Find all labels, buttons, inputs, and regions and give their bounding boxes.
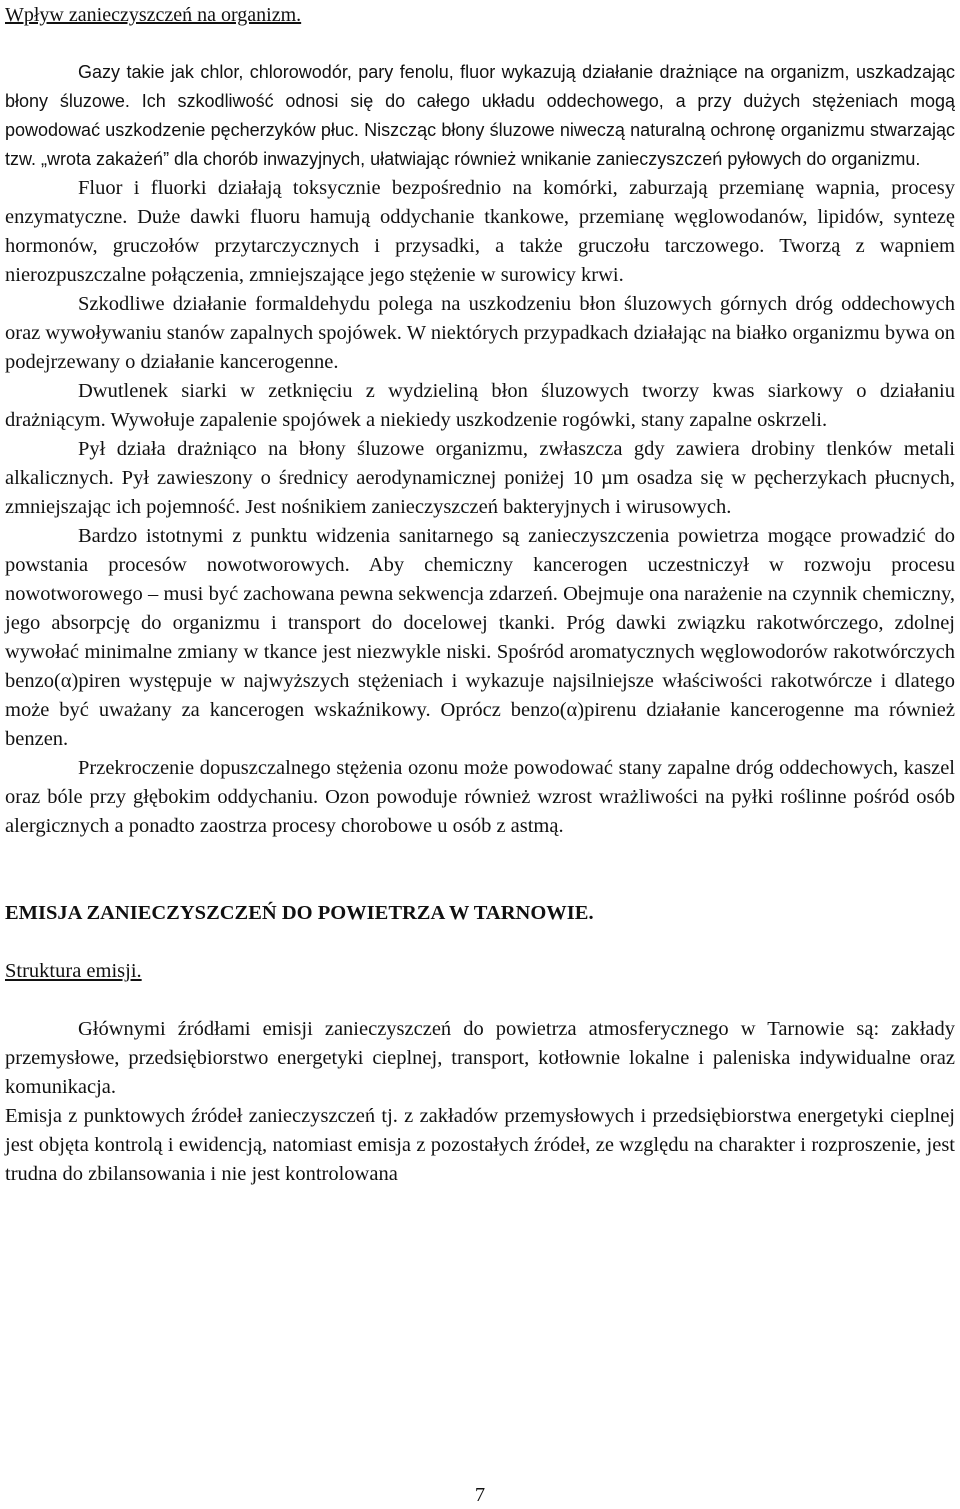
- spacer: [5, 928, 955, 957]
- paragraph-main-sources: Głównymi źródłami emisji zanieczyszczeń do powietrza atmosferycznego w Tarnowie są: zakłady przemysłowe, przedsiębiorstwo energetyki cieplnej, transport, kotłownie lokalne i paleniska indywidualne oraz komunikacja.: [5, 1018, 955, 1098]
- paragraph-carcinogens: Bardzo istotnymi z punktu widzenia sanitarnego są zanieczyszczenia powietrza mogące prowadzić do powstania procesów nowotworowych. Aby chemiczny kancerogen uczestniczył w rozwoju procesu nowotworowego – musi być zachowana pewna sekwencja zdarzeń. Obejmuje ona narażenie na czynnik chemiczny, jego absorpcję do organizmu i transport do docelowej tkanki. Próg dawki związku rakotwórczego, zdolnej wywołać minimalne zmiany w tkance jest niezwykle niski. Spośród aromatycznych węglowodorów rakotwórczych benzo(α)piren występuje w najwyższych stężeniach i wykazuje najsilniejsze właściwości rakotwórcze i dlatego może być uważany za kancerogen wskaźnikowy. Oprócz benzo(α)pirenu działanie kancerogenne ma również benzen.: [5, 525, 955, 750]
- spacer: [5, 986, 955, 1015]
- section-heading-effects: Wpływ zanieczyszczeń na organizm.: [5, 4, 302, 26]
- section-title-emission: EMISJA ZANIECZYSZCZEŃ DO POWIETRZA W TARNOWIE.: [5, 902, 594, 924]
- paragraph-point-sources: Emisja z punktowych źródeł zanieczyszczeń tj. z zakładów przemysłowych i przedsiębiorstwa energetyki cieplnej jest objęta kontrolą i ewidencją, natomiast emisja z pozostałych źródeł, ze względu na charakter i rozproszenie, jest trudna do zbilansowania i nie jest kontrolowana: [5, 1105, 955, 1185]
- paragraph-dust: Pył działa drażniąco na błony śluzowe organizmu, zwłaszcza gdy zawiera drobiny tlenków metali alkalicznych. Pył zawieszony o średnicy aerodynamicznej poniżej 10 µm osadza się w pęcherzykach płucnych, zmniejszając ich pojemność. Jest nośnikiem zanieczyszczeń bakteryjnych i wirusowych.: [5, 438, 955, 518]
- serif-text-block: [5, 174, 955, 841]
- paragraph-fluor: Fluor i fluorki działają toksycznie bezpośrednio na komórki, zaburzają przemianę wapnia, procesy enzymatyczne. Duże dawki fluoru hamują oddychanie tkankowe, przemianę węglowodanów, lipidów, syntezę hormonów, gruczołów przytarczycznych i przysadki, a także gruczołu tarczowego. Tworzą z wapniem nierozpuszczalne połączenia, zmniejszające jego stężenie w surowicy krwi.: [5, 177, 955, 286]
- paragraph-gases: Gazy takie jak chlor, chlorowodór, pary fenolu, fluor wykazują działanie drażniące na organizm, uszkadzając błony śluzowe. Ich szkodliwość odnosi się do całego układu oddechowego, a przy dużych stężeniach mogą powodować uszkodzenie pęcherzyków płuc. Niszcząc błony śluzowe niweczą naturalną ochronę organizmu stwarzając tzw. „wrota zakażeń” dla chorób inwazyjnych, ułatwiając również wnikanie zanieczyszczeń pyłowych do organizmu.: [5, 62, 955, 169]
- paragraph-sulfur-dioxide: Dwutlenek siarki w zetknięciu z wydzieliną błon śluzowych tworzy kwas siarkowy o działaniu drażniącym. Wywołuje zapalenie spojówek a niekiedy uszkodzenie rogówki, stany zapalne oskrzeli.: [5, 380, 955, 431]
- spacer: [5, 841, 955, 899]
- page-number: 7: [474, 1484, 486, 1506]
- document-page: [5, 0, 955, 1189]
- sans-text-block: [5, 58, 955, 174]
- paragraph-formaldehyde: Szkodliwe działanie formaldehydu polega na uszkodzeniu błon śluzowych górnych dróg oddechowych oraz wywoływaniu stanów zapalnych spojówek. W niektórych przypadkach działając na białko organizmu bywa on podejrzewany o działanie kancerogenne.: [5, 293, 955, 373]
- paragraph-ozone: Przekroczenie dopuszczalnego stężenia ozonu może powodować stany zapalne dróg oddechowych, kaszel oraz bóle przy głębokim oddychaniu. Ozon powoduje również wzrost wrażliwości na pyłki roślinne pośród osób alergicznych a ponadto zaostrza procesy chorobowe u osób z astmą.: [5, 757, 955, 837]
- subsection-title-structure: Struktura emisji.: [5, 960, 142, 982]
- spacer: [5, 30, 955, 58]
